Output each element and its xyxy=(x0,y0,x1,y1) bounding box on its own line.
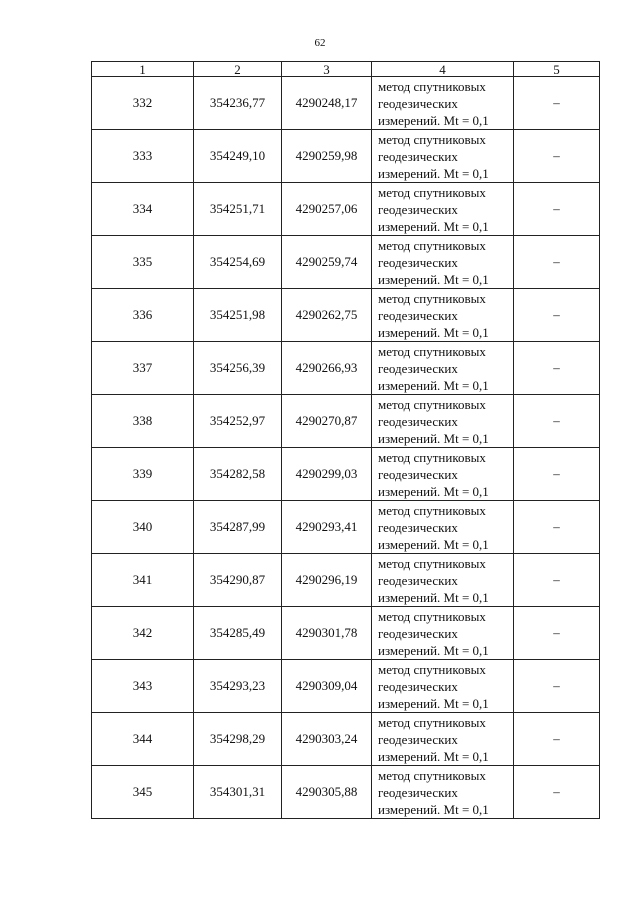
method-line: измерений. Mt = 0,1 xyxy=(378,695,489,711)
method-line: геодезических xyxy=(378,148,458,164)
coordinate-x: 354256,39 xyxy=(194,342,282,395)
coordinate-y: 4290299,03 xyxy=(282,448,372,501)
method-line: измерений. Mt = 0,1 xyxy=(378,218,489,234)
table-row xyxy=(92,660,600,713)
table-row xyxy=(92,289,600,342)
table-row xyxy=(92,501,600,554)
table-row xyxy=(92,342,600,395)
note-dash: – xyxy=(514,554,600,607)
method-line: метод спутниковых xyxy=(378,78,486,94)
method-description xyxy=(372,395,514,448)
coordinate-x: 354301,31 xyxy=(194,766,282,819)
note-dash: – xyxy=(514,130,600,183)
method-line: геодезических xyxy=(378,784,458,800)
point-number: 335 xyxy=(92,236,194,289)
table-row xyxy=(92,766,600,819)
coordinate-y: 4290301,78 xyxy=(282,607,372,660)
header-col-3: 3 xyxy=(282,62,372,77)
method-description xyxy=(372,766,514,819)
method-line: геодезических xyxy=(378,466,458,482)
page-number: 62 xyxy=(314,37,326,49)
method-line: геодезических xyxy=(378,519,458,535)
point-number: 339 xyxy=(92,448,194,501)
method-description xyxy=(372,448,514,501)
method-line: геодезических xyxy=(378,731,458,747)
coordinate-x: 354293,23 xyxy=(194,660,282,713)
method-line: метод спутниковых xyxy=(378,290,486,306)
table-body xyxy=(92,77,600,819)
point-number: 340 xyxy=(92,501,194,554)
method-line: метод спутниковых xyxy=(378,502,486,518)
coordinate-x: 354249,10 xyxy=(194,130,282,183)
method-line: измерений. Mt = 0,1 xyxy=(378,748,489,764)
method-description xyxy=(372,713,514,766)
method-line: геодезических xyxy=(378,678,458,694)
coordinate-y: 4290248,17 xyxy=(282,77,372,130)
coordinate-y: 4290259,74 xyxy=(282,236,372,289)
method-line: измерений. Mt = 0,1 xyxy=(378,377,489,393)
note-dash: – xyxy=(514,395,600,448)
coordinates-table xyxy=(91,61,600,819)
table-header xyxy=(92,62,600,77)
method-line: метод спутниковых xyxy=(378,608,486,624)
coordinate-y: 4290266,93 xyxy=(282,342,372,395)
table-row xyxy=(92,448,600,501)
method-line: геодезических xyxy=(378,572,458,588)
point-number: 332 xyxy=(92,77,194,130)
table-row xyxy=(92,77,600,130)
method-line: измерений. Mt = 0,1 xyxy=(378,483,489,499)
method-line: метод спутниковых xyxy=(378,714,486,730)
method-line: геодезических xyxy=(378,201,458,217)
coordinate-x: 354236,77 xyxy=(194,77,282,130)
method-description xyxy=(372,342,514,395)
coordinate-x: 354282,58 xyxy=(194,448,282,501)
point-number: 345 xyxy=(92,766,194,819)
point-number: 333 xyxy=(92,130,194,183)
point-number: 342 xyxy=(92,607,194,660)
header-col-4: 4 xyxy=(372,62,514,77)
coordinate-x: 354287,99 xyxy=(194,501,282,554)
method-line: геодезических xyxy=(378,625,458,641)
note-dash: – xyxy=(514,713,600,766)
point-number: 344 xyxy=(92,713,194,766)
point-number: 337 xyxy=(92,342,194,395)
coordinate-x: 354285,49 xyxy=(194,607,282,660)
table-row xyxy=(92,713,600,766)
coordinate-y: 4290257,06 xyxy=(282,183,372,236)
coordinate-x: 354290,87 xyxy=(194,554,282,607)
note-dash: – xyxy=(514,607,600,660)
method-line: измерений. Mt = 0,1 xyxy=(378,271,489,287)
method-line: метод спутниковых xyxy=(378,237,486,253)
note-dash: – xyxy=(514,448,600,501)
method-line: метод спутниковых xyxy=(378,661,486,677)
coordinate-y: 4290270,87 xyxy=(282,395,372,448)
method-line: метод спутниковых xyxy=(378,184,486,200)
method-line: измерений. Mt = 0,1 xyxy=(378,536,489,552)
note-dash: – xyxy=(514,183,600,236)
method-line: геодезических xyxy=(378,95,458,111)
method-line: геодезических xyxy=(378,413,458,429)
method-line: измерений. Mt = 0,1 xyxy=(378,430,489,446)
coordinate-x: 354251,98 xyxy=(194,289,282,342)
coordinate-y: 4290305,88 xyxy=(282,766,372,819)
header-row xyxy=(92,62,600,77)
method-line: измерений. Mt = 0,1 xyxy=(378,801,489,817)
method-description xyxy=(372,289,514,342)
coordinate-y: 4290262,75 xyxy=(282,289,372,342)
coordinate-x: 354252,97 xyxy=(194,395,282,448)
method-description xyxy=(372,236,514,289)
coordinate-x: 354298,29 xyxy=(194,713,282,766)
note-dash: – xyxy=(514,289,600,342)
point-number: 343 xyxy=(92,660,194,713)
method-line: метод спутниковых xyxy=(378,396,486,412)
coordinate-x: 354251,71 xyxy=(194,183,282,236)
coordinate-y: 4290303,24 xyxy=(282,713,372,766)
method-line: метод спутниковых xyxy=(378,449,486,465)
method-line: измерений. Mt = 0,1 xyxy=(378,324,489,340)
coordinate-y: 4290296,19 xyxy=(282,554,372,607)
table-row xyxy=(92,130,600,183)
method-line: измерений. Mt = 0,1 xyxy=(378,589,489,605)
table-row xyxy=(92,236,600,289)
table-row xyxy=(92,395,600,448)
method-description xyxy=(372,77,514,130)
table-row xyxy=(92,554,600,607)
method-line: метод спутниковых xyxy=(378,131,486,147)
method-description xyxy=(372,554,514,607)
note-dash: – xyxy=(514,660,600,713)
method-description xyxy=(372,130,514,183)
method-line: метод спутниковых xyxy=(378,555,486,571)
method-description xyxy=(372,183,514,236)
method-description xyxy=(372,501,514,554)
table-row xyxy=(92,607,600,660)
method-line: метод спутниковых xyxy=(378,767,486,783)
method-line: измерений. Mt = 0,1 xyxy=(378,165,489,181)
coordinate-y: 4290309,04 xyxy=(282,660,372,713)
note-dash: – xyxy=(514,77,600,130)
table-row xyxy=(92,183,600,236)
note-dash: – xyxy=(514,236,600,289)
header-col-1: 1 xyxy=(92,62,194,77)
method-line: геодезических xyxy=(378,254,458,270)
note-dash: – xyxy=(514,501,600,554)
method-line: измерений. Mt = 0,1 xyxy=(378,112,489,128)
point-number: 334 xyxy=(92,183,194,236)
coordinate-y: 4290293,41 xyxy=(282,501,372,554)
method-description xyxy=(372,607,514,660)
header-col-2: 2 xyxy=(194,62,282,77)
note-dash: – xyxy=(514,342,600,395)
point-number: 338 xyxy=(92,395,194,448)
header-col-5: 5 xyxy=(514,62,600,77)
note-dash: – xyxy=(514,766,600,819)
point-number: 341 xyxy=(92,554,194,607)
coordinate-x: 354254,69 xyxy=(194,236,282,289)
method-line: геодезических xyxy=(378,360,458,376)
method-line: геодезических xyxy=(378,307,458,323)
method-description xyxy=(372,660,514,713)
method-line: измерений. Mt = 0,1 xyxy=(378,642,489,658)
point-number: 336 xyxy=(92,289,194,342)
coordinate-y: 4290259,98 xyxy=(282,130,372,183)
method-line: метод спутниковых xyxy=(378,343,486,359)
